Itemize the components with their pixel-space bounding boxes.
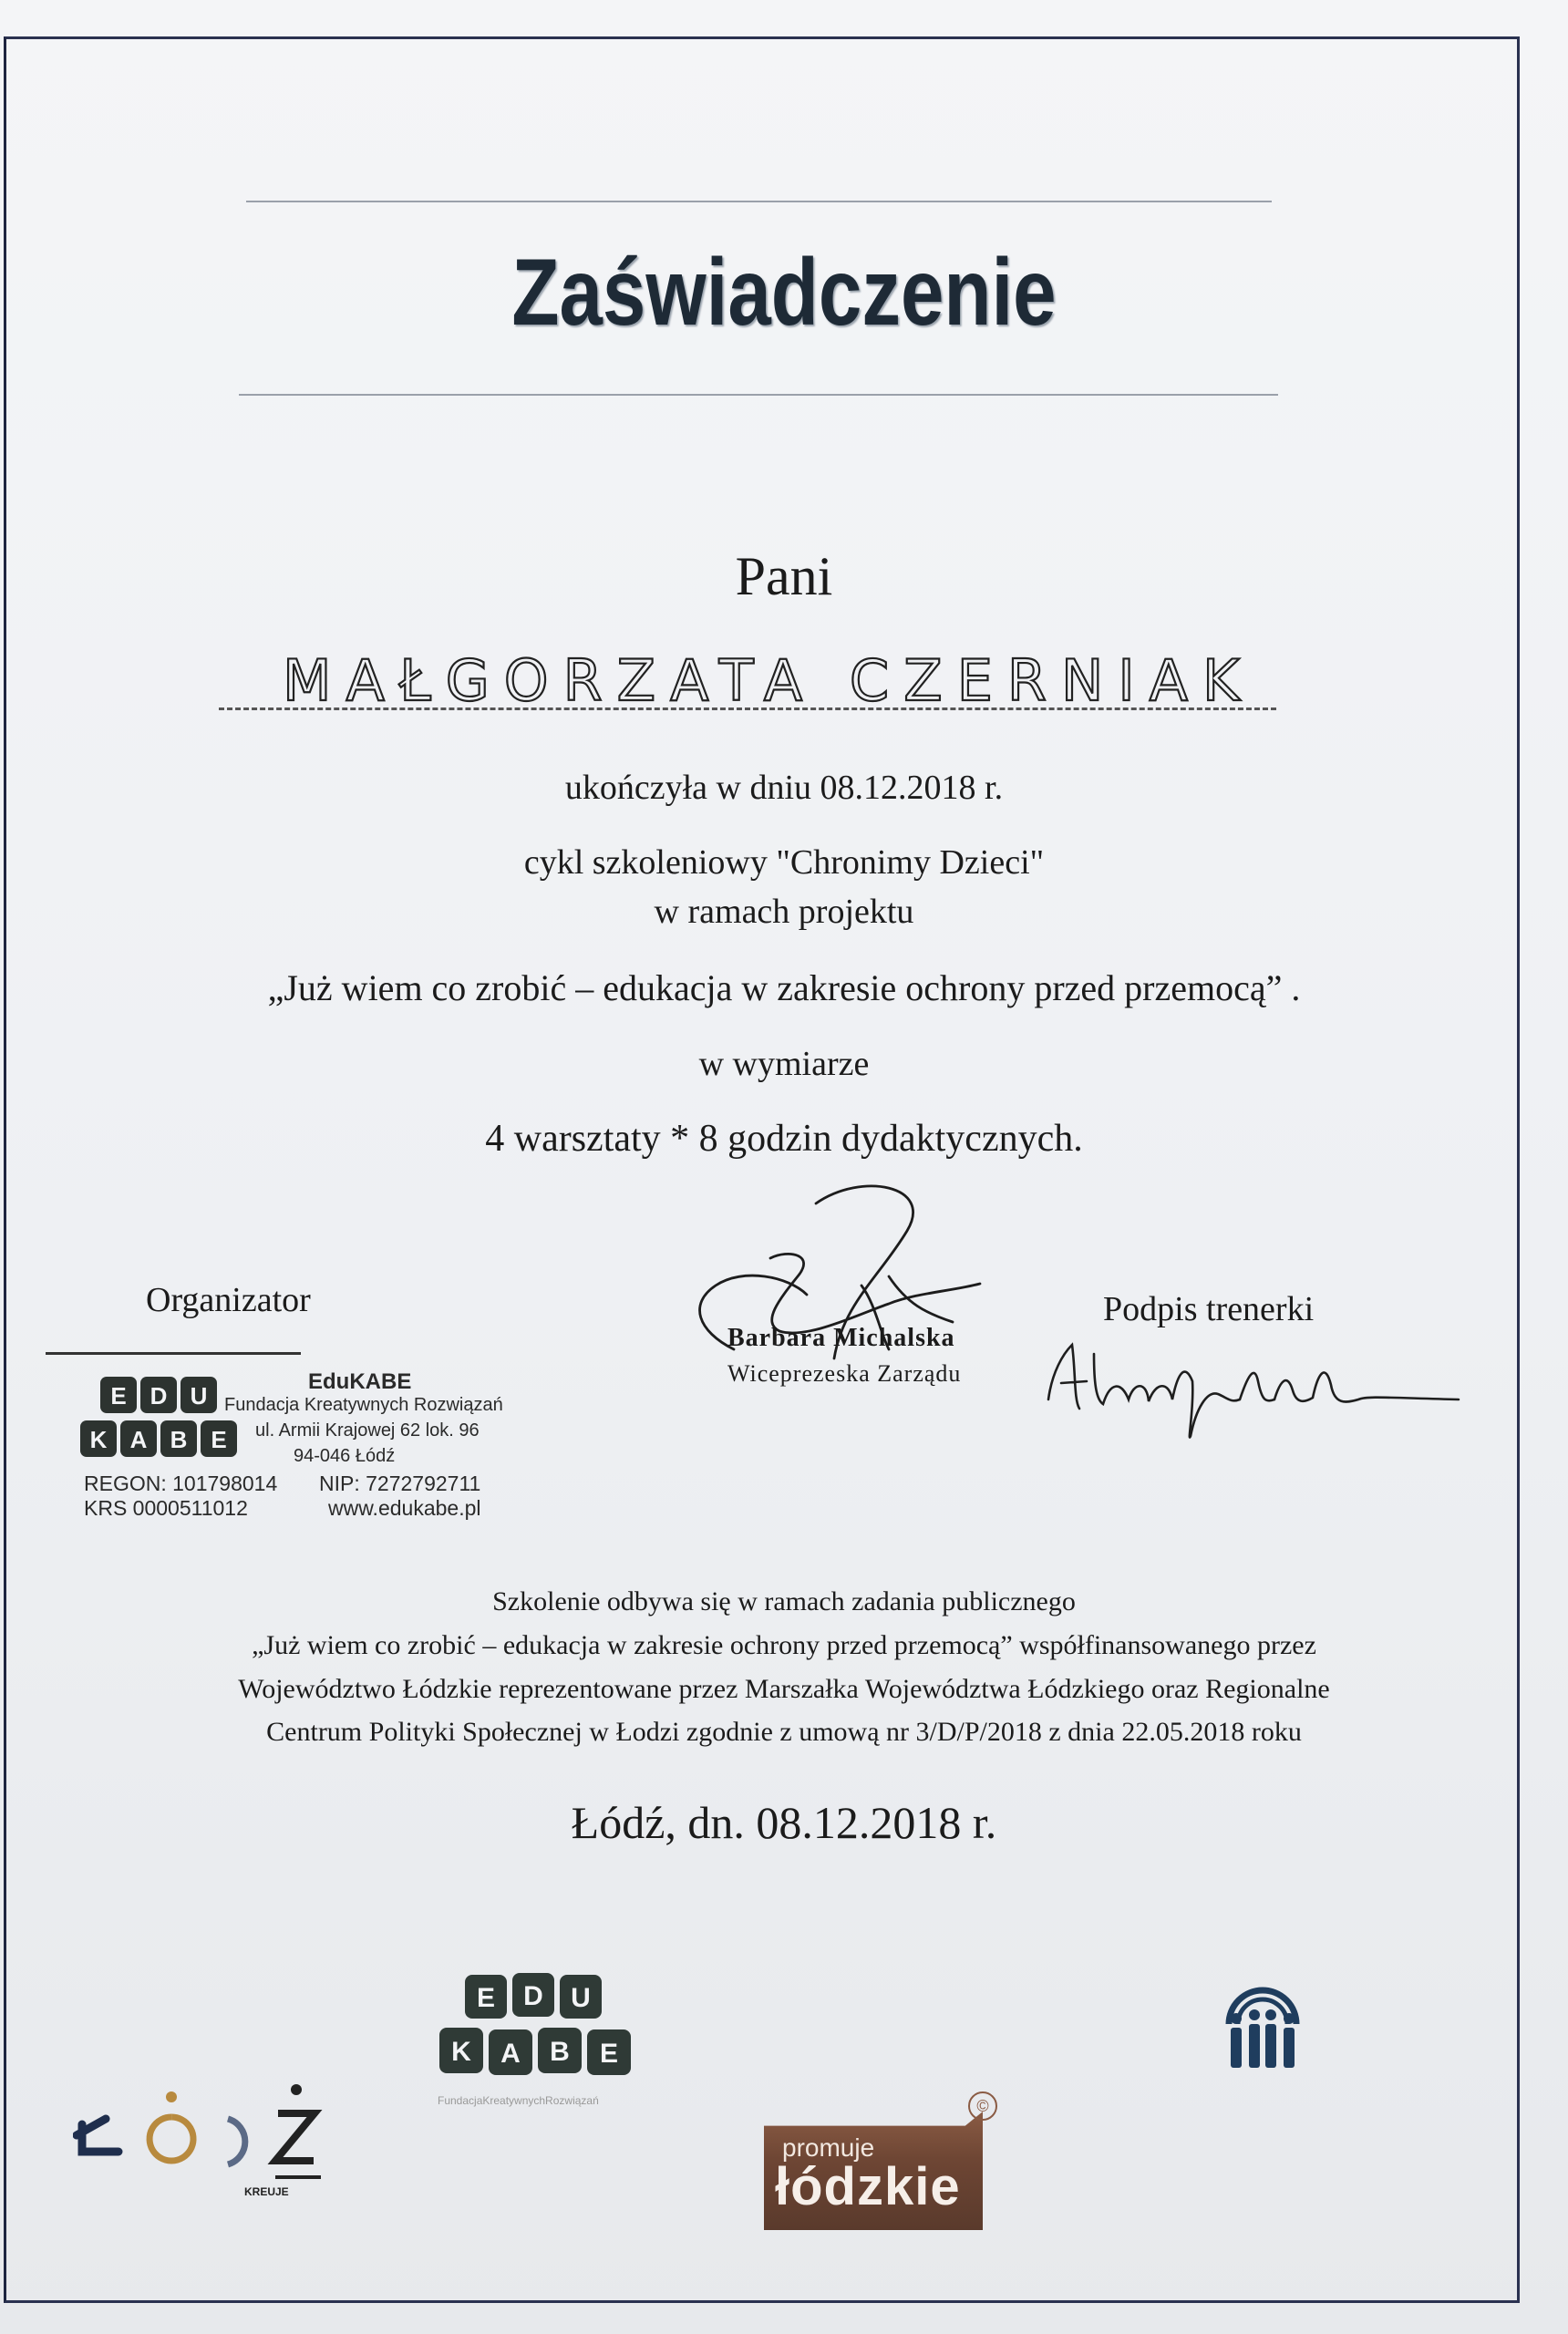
stamp-logo-letter: E <box>110 1382 127 1410</box>
rcps-logo <box>1222 1969 1304 2079</box>
cycle-line: cykl szkoleniowy "Chronimy Dzieci" <box>523 843 1045 882</box>
title-top-rule <box>246 201 1272 202</box>
logo-letter: E <box>476 1983 496 2013</box>
stamp-regon: REGON: 101798014 <box>84 1472 278 1495</box>
stamp-logo-letter: D <box>150 1382 168 1410</box>
trainer-signature-label: Podpis trenerki <box>1103 1290 1315 1328</box>
stamp-logo-letter: U <box>190 1382 208 1410</box>
organizer-rule <box>46 1352 301 1355</box>
footer-line-3: Województwo Łódzkie reprezentowane przez Marszałka Województwa Łódzkiego oraz Regionalne <box>238 1674 1330 1704</box>
logo-letter: A <box>500 2039 521 2069</box>
organizer-stamp-logo <box>77 1373 241 1464</box>
logo-letter: E <box>599 2039 619 2069</box>
completed-line: ukończyła w dniu 08.12.2018 r. <box>564 769 1004 807</box>
project-intro: w ramach projektu <box>654 893 914 931</box>
place-and-date: Łódź, dn. 08.12.2018 r. <box>571 1797 997 1848</box>
recipient-name-dotted-line <box>219 707 1276 710</box>
stamp-logo-letter: B <box>170 1426 188 1453</box>
stamp-org-name: EduKABE <box>308 1369 412 1394</box>
title-bottom-rule <box>239 394 1278 396</box>
scope-value: 4 warsztaty * 8 godzin dydaktycznych. <box>485 1118 1083 1160</box>
stamp-org-full-name: Fundacja Kreatywnych Rozwiązań <box>224 1395 503 1415</box>
logo-letter: K <box>451 2037 471 2067</box>
stamp-krs: KRS 0000511012 <box>84 1496 248 1520</box>
logo-letter: D <box>523 1981 543 2011</box>
recipient-name-handwritten <box>264 629 1358 720</box>
project-name: „Już wiem co zrobić – edukacja w zakresie ochrony przed przemocą” . <box>267 967 1301 1008</box>
promuje-word: promuje <box>782 2133 875 2162</box>
lodz-kreuje-word: KREUJE <box>244 2185 289 2198</box>
copyright-mark: © <box>968 2091 997 2121</box>
stamp-address-city: 94-046 Łódź <box>294 1446 396 1466</box>
footer-line-2: „Już wiem co zrobić – edukacja w zakresie ochrony przed przemocą” współfinansowanego przez <box>252 1630 1316 1660</box>
trainer-signature <box>1039 1327 1468 1454</box>
lodzkie-word: łódzkie <box>775 2157 961 2216</box>
footer-line-4: Centrum Polityki Społecznej w Łodzi zgodnie z umową nr 3/D/P/2018 z dnia 22.05.2018 roku <box>266 1717 1302 1747</box>
stamp-website: www.edukabe.pl <box>328 1496 481 1520</box>
page-border <box>4 36 1520 2303</box>
organizer-label: Organizator <box>146 1281 311 1319</box>
stamp-nip: NIP: 7272792711 <box>319 1472 481 1495</box>
signatory-role: Wiceprezeska Zarządu <box>727 1360 962 1387</box>
footer-line-1: Szkolenie odbywa się w ramach zadania publicznego <box>492 1586 1076 1616</box>
logo-letter: B <box>550 2037 570 2067</box>
lodz-kreuje-logo <box>73 2079 328 2197</box>
stamp-logo-letter: A <box>129 1426 148 1453</box>
edukabe-logo-caption: FundacjaKreatywnychRozwiązań <box>438 2094 599 2107</box>
stamp-address-street: ul. Armii Krajowej 62 lok. 96 <box>255 1420 480 1441</box>
signatory-name: Barbara Michalska <box>727 1324 955 1352</box>
scope-intro: w wymiarze <box>698 1045 870 1083</box>
logo-letter: U <box>571 1983 591 2013</box>
salutation: Pani <box>735 546 833 606</box>
certificate-title: Zaświadczenie <box>511 240 1057 346</box>
recipient-name: MAŁGORZATA CZERNIAK <box>283 647 1254 714</box>
stamp-logo-letter: K <box>89 1426 108 1453</box>
stamp-logo-letter: E <box>211 1426 227 1453</box>
edukabe-logo <box>436 1971 645 2090</box>
